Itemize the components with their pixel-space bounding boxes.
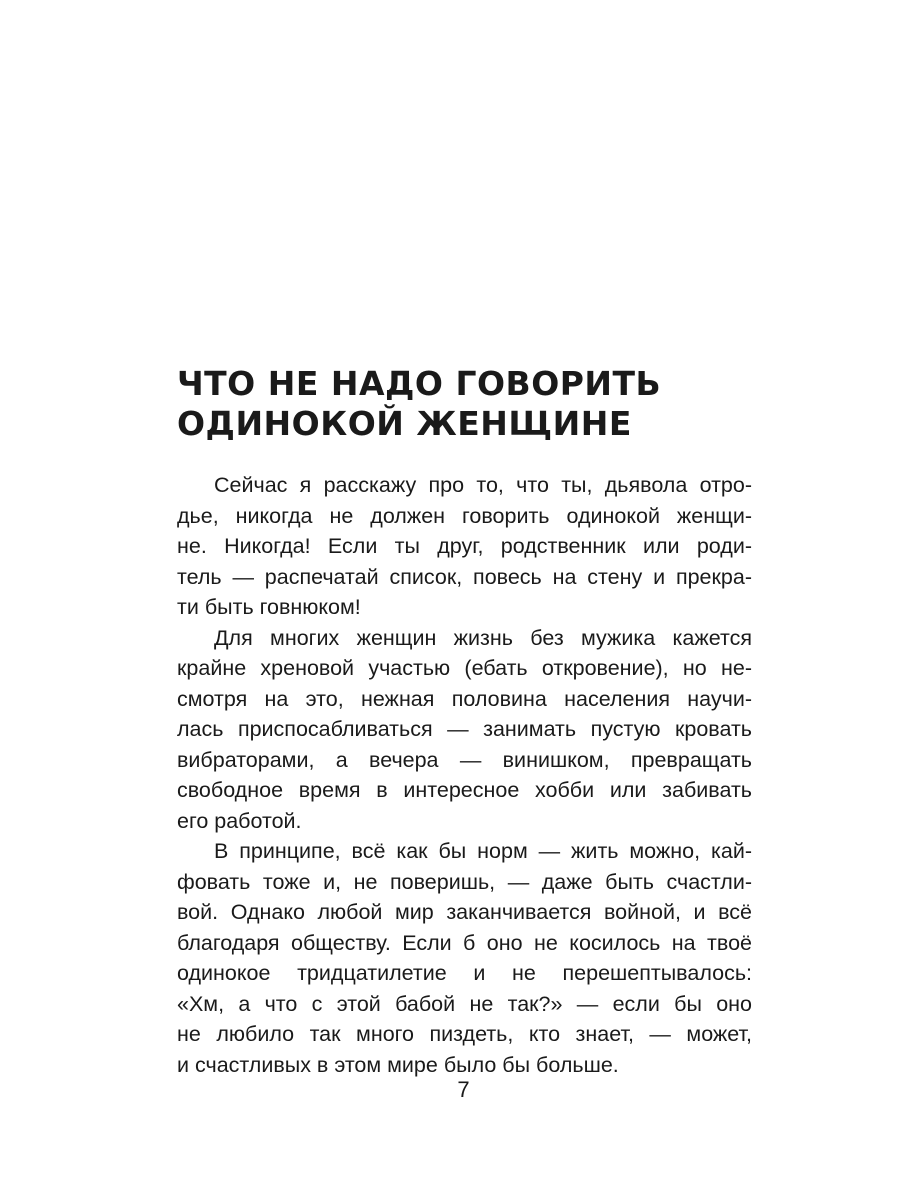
- text-line: вибраторами, а вечера — винишком, превращать: [177, 747, 752, 772]
- paragraph-2: [177, 623, 752, 837]
- text-line: не любило так много пиздеть, кто знает, — может,: [177, 1022, 752, 1046]
- text-line: не. Никогда! Если ты друг, родственник или роди-: [177, 534, 752, 558]
- text-line: тель — распечатай список, повесь на стену и прекра-: [177, 564, 752, 589]
- text-line: и счастливых в этом мире было бы больше.: [177, 1052, 619, 1077]
- text-line: Для многих женщин жизнь без мужика кажется: [214, 625, 752, 650]
- text-line: благодаря обществу. Если б оно не косилось на твоё: [177, 930, 752, 955]
- chapter-body: [177, 470, 752, 1080]
- paragraph-3: [177, 836, 752, 1080]
- text-line: вой. Однако любой мир заканчивается войной, и всё: [177, 900, 752, 924]
- text-line: его работой.: [177, 808, 302, 833]
- text-line: ти быть говнюком!: [177, 595, 361, 619]
- page-number: 7: [457, 1077, 470, 1102]
- text-line: дье, никогда не должен говорить одинокой женщи-: [177, 503, 752, 528]
- text-line: Сейчас я расскажу про то, что ты, дьявола отро-: [214, 473, 752, 497]
- text-line: лась приспосабливаться — занимать пустую кровать: [177, 717, 752, 741]
- chapter-title-line: ЧТО НЕ НАДО ГОВОРИТЬ: [177, 364, 662, 403]
- chapter-title-line: ОДИНОКОЙ ЖЕНЩИНЕ: [177, 404, 632, 443]
- text-line: «Хм, а что с этой бабой не так?» — если бы оно: [177, 991, 752, 1016]
- text-line: свободное время в интересное хобби или забивать: [177, 778, 752, 802]
- paragraph-1: [177, 470, 752, 623]
- text-line: смотря на это, нежная половина населения научи-: [177, 686, 752, 711]
- text-line: В принципе, всё как бы норм — жить можно, кай-: [214, 839, 752, 863]
- chapter-title: [177, 364, 777, 444]
- text-line: фовать тоже и, не поверишь, — даже быть счастли-: [177, 869, 752, 894]
- text-line: одинокое тридцатилетие и не перешептывалось:: [177, 961, 752, 985]
- text-line: крайне хреновой участью (ебать откровение), но не-: [177, 656, 752, 680]
